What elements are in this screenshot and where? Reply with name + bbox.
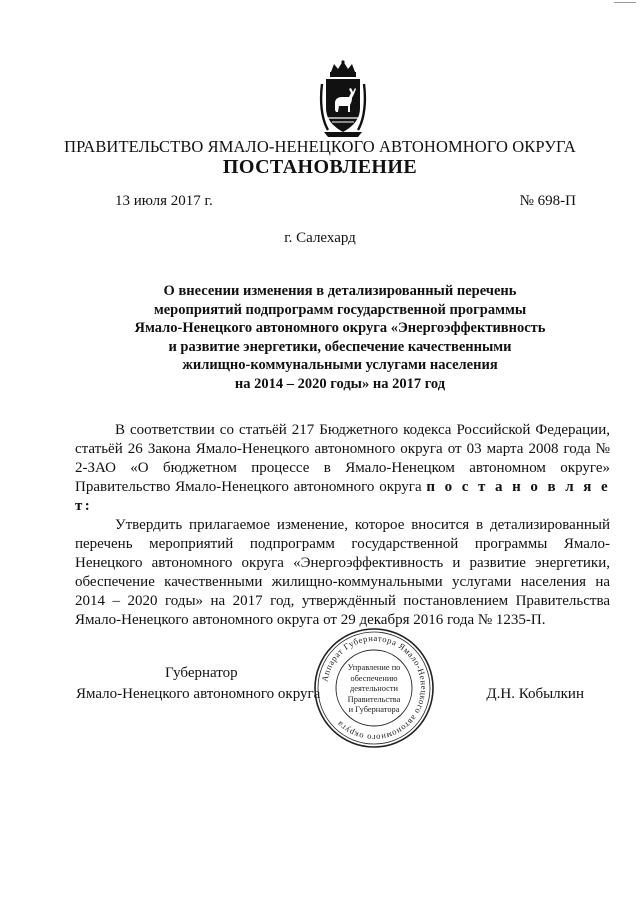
resolves-keyword: п о с т а н о в л я е т: (75, 479, 611, 514)
seal-line: и Губернатора (348, 705, 400, 715)
document-number: № 698-П (519, 193, 576, 209)
organization-name: ПРАВИТЕЛЬСТВО ЯМАЛО-НЕНЕЦКОГО АВТОНОМНОГО ОКРУГА (64, 137, 576, 156)
title-line: Ямало-Ненецкого автономного округа «Энергоэффективность (134, 320, 546, 337)
title-line: О внесении изменения в детализированный перечень (163, 283, 517, 299)
preamble-text: В соответствии со статьёй 217 Бюджетного кодекса Российской Федерации, статьёй 26 Закона Ямало-Ненецкого автономного округа от 03 марта 2008 года № 2-ЗАО «О бюджетном процессе в Ямало-Ненецком автономном округе» Правительство Ямало-Ненецкого автономного округа (75, 422, 610, 495)
document-city: г. Салехард (284, 230, 356, 246)
signatory-name: Д.Н. Кобылкин (486, 686, 584, 702)
title-line: на 2014 – 2020 годы» на 2017 год (234, 375, 446, 392)
document-date: 13 июля 2017 г. (115, 193, 213, 209)
body-paragraph-preamble (75, 421, 610, 516)
title-line: и развитие энергетики, обеспечение качественными (168, 338, 512, 355)
seal-line: Управление по (347, 663, 401, 672)
document-type: ПОСТАНОВЛЕНИЕ (222, 156, 418, 178)
signatory-region: Ямало-Ненецкого автономного округа (76, 686, 321, 702)
body-paragraph-resolution: Утвердить прилагаемое изменение, которое вносится в детализированный перечень мероприятий подпрограмм государственной программы Ямало-Ненецкого автономного округа «Энергоэффективность и развитие энергетики, обеспечение качественными жилищно-коммунальными услугами населения на 2014 – 2020 годы» на 2017 год, утверждённый постановлением Правительства Ямало-Ненецкого автономного округа от 29 декабря 2016 года № 1235-П. (75, 517, 610, 628)
document-title (110, 282, 570, 394)
seal-line: Правительства (347, 694, 401, 704)
seal-line: обеспечению (350, 673, 398, 683)
seal-center-text (340, 663, 408, 716)
title-line: жилищно-коммунальными услугами населения (182, 357, 498, 374)
title-line: мероприятий подпрограмм государственной программы (153, 301, 527, 318)
seal-ring-text: Аппарат Губернатора Ямало-Ненецкого автономного округа (319, 632, 430, 744)
seal-line: деятельности (350, 684, 398, 694)
signatory-position: Губернатор (165, 665, 238, 681)
coat-of-arms-icon (318, 60, 368, 138)
scan-corner-mark (614, 2, 636, 7)
